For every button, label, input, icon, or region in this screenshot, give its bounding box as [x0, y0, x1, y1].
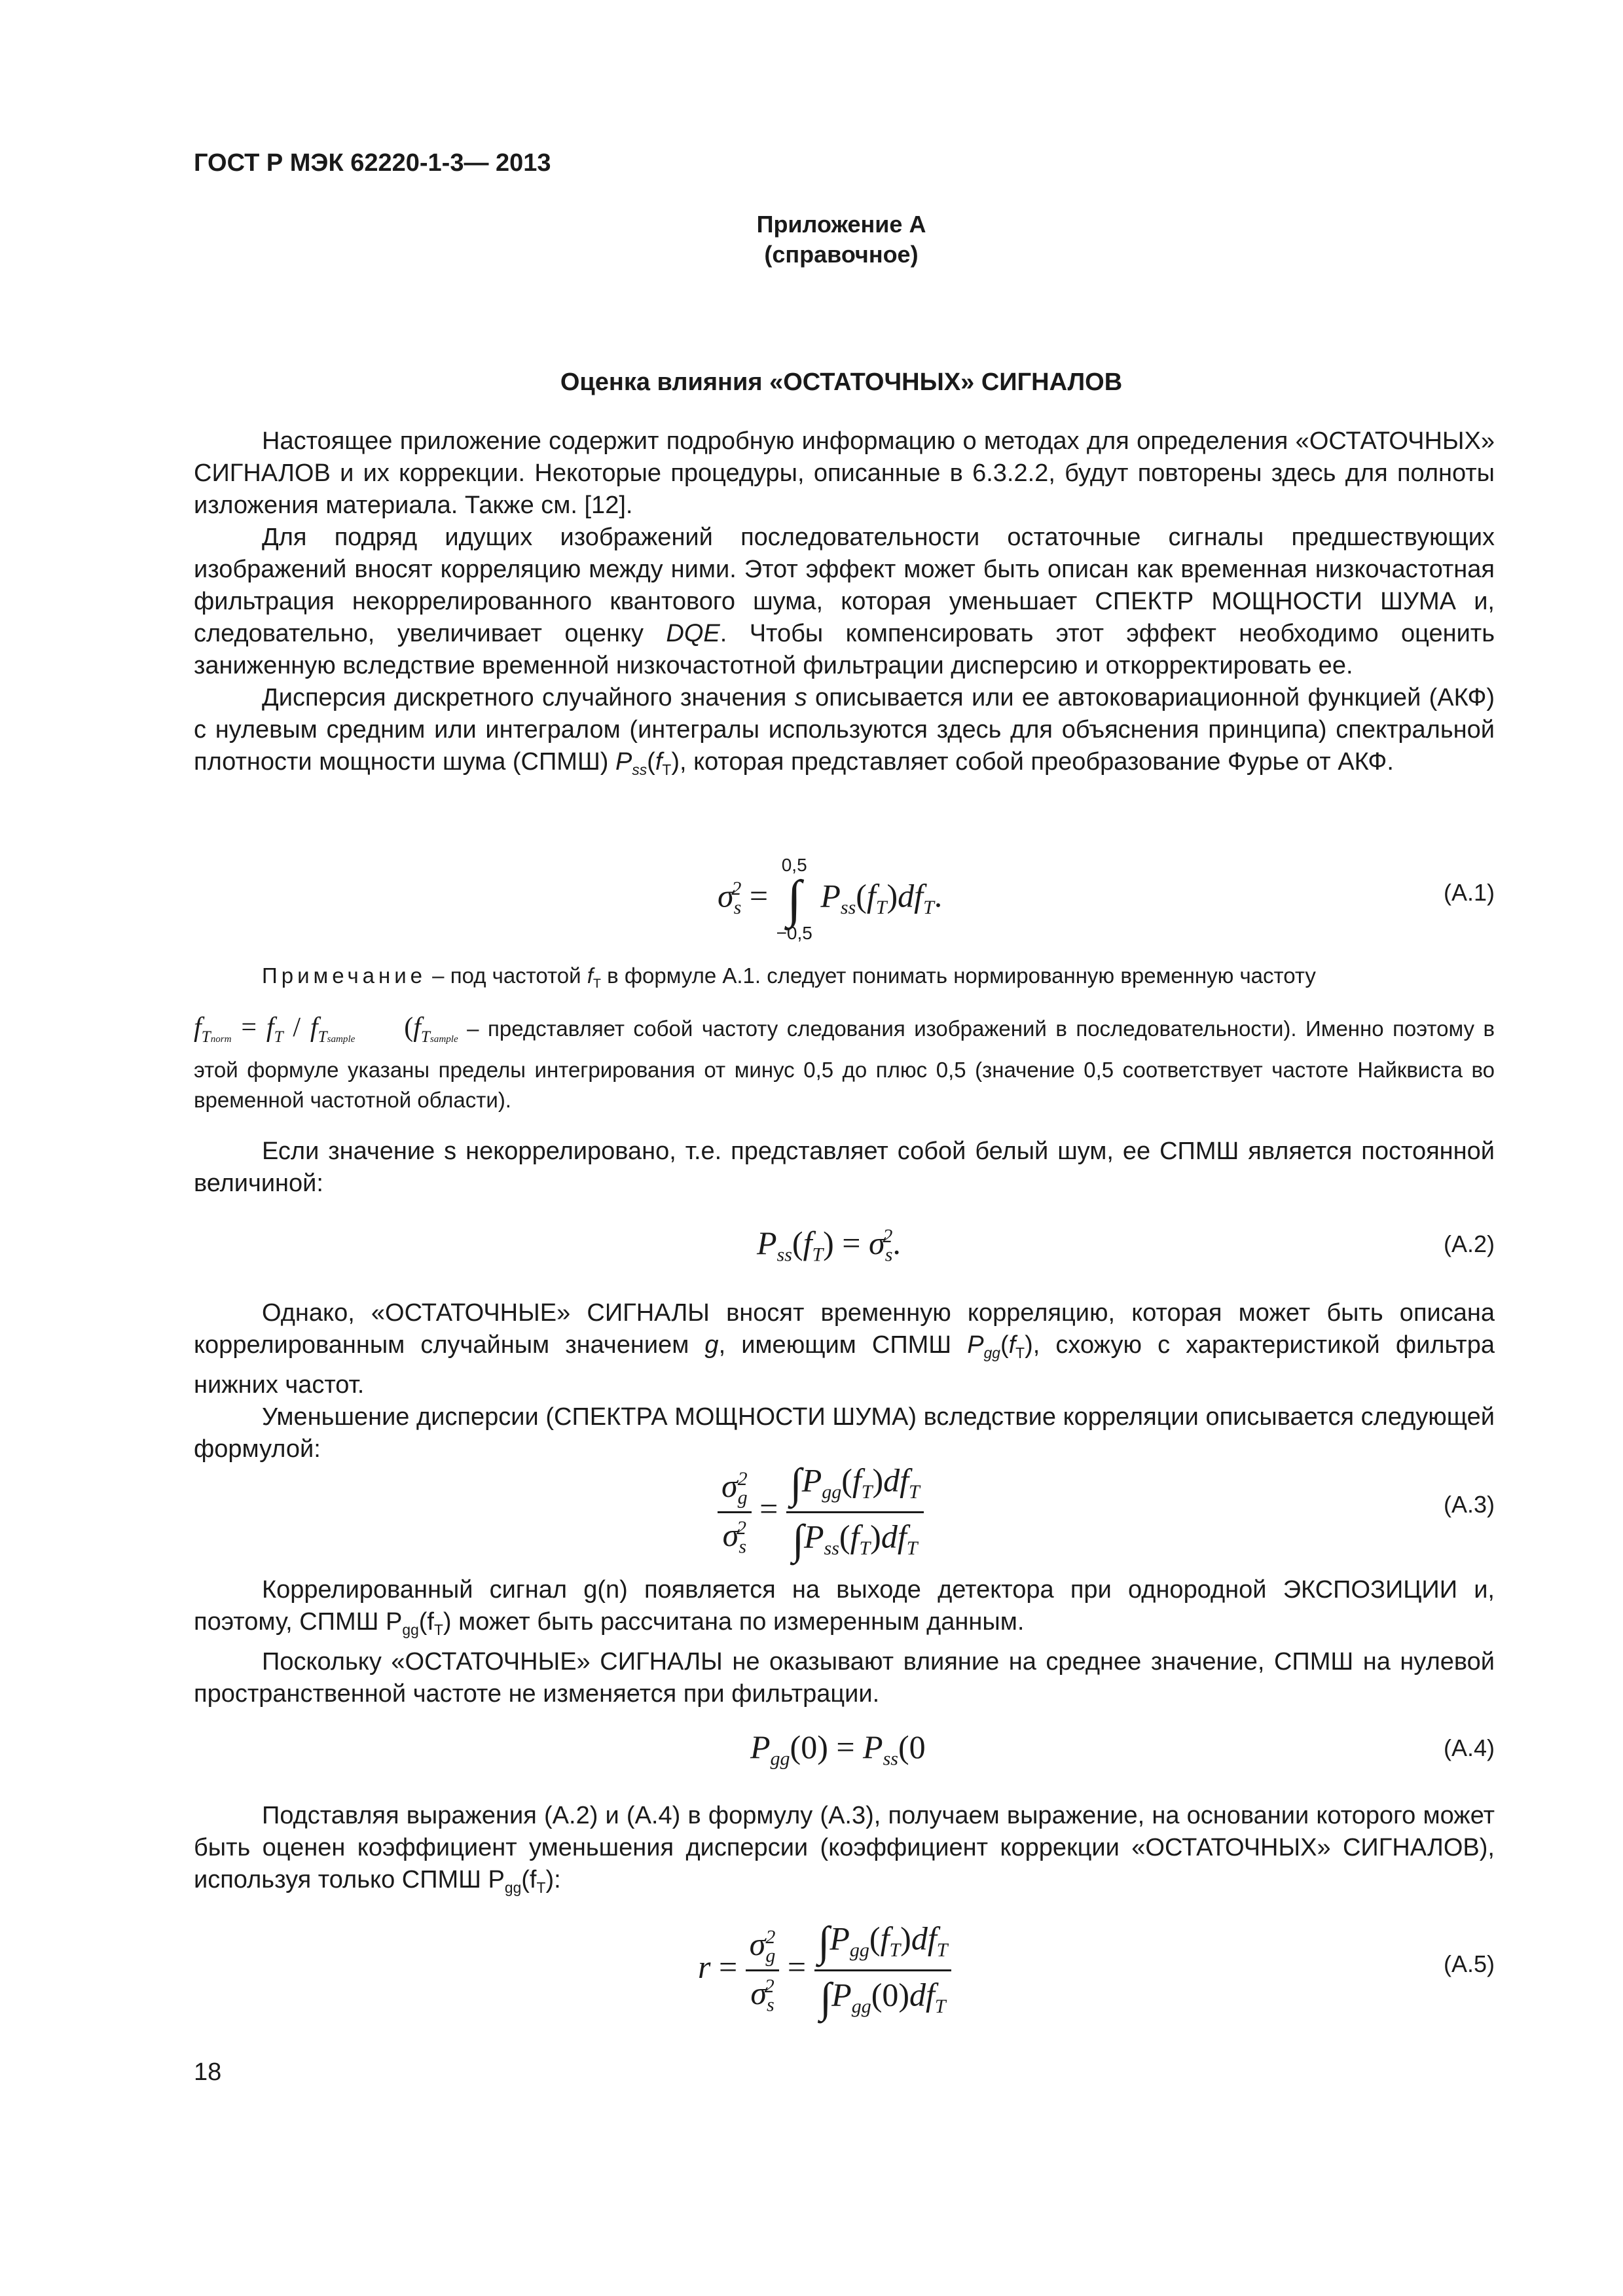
- paragraph-4: Если значение s некоррелировано, т.е. представляет собой белый шум, ее СПМШ является постоянной величиной:: [194, 1138, 1495, 1197]
- equation-a3: $\frac{\sigma_g^2}{\sigma_s^2}$ = $\frac{\int P_{gg}(f_T)df_T}{\int P_{ss}(f_T)df_T}$ (А.3): [194, 1460, 1495, 1558]
- annex-type: (справочное): [764, 241, 919, 268]
- paragraph-2: Для подряд идущих изображений последовательности остаточные сигналы предшествующих изображений вносят корреляцию между ними. Этот эффект может быть описан как временная низкочастотная фильтрация некоррелированного квантового шума, которая уменьшает СПЕКТР МОЩНОСТИ ШУМА и, следовательно, увеличивает оценку DQE. Чтобы компенсировать этот эффект необходимо оценить заниженную вследствие временной низкочастотной фильтрации дисперсию и откорректировать ее.: [194, 524, 1495, 679]
- section-title: Оценка влияния «ОСТАТОЧНЫХ» СИГНАЛОВ: [560, 368, 1123, 396]
- text-block-4: [194, 1574, 1495, 1710]
- paragraph-5: Однако, «ОСТАТОЧНЫЕ» СИГНАЛЫ вносят временную корреляцию, которая может быть описана коррелированным случайным значением g, имеющим СПМШ $P_{gg}(f_T)$, схожую с характеристикой фильтра нижних частот.: [194, 1299, 1495, 1399]
- equation-number: (А.2): [1443, 1230, 1495, 1257]
- paragraph-7: Коррелированный сигнал g(n) появляется на выходе детектора при однородной ЭКСПОЗИЦИИ и, поэтому, СПМШ $P_{gg}(f_T)$ может быть рассчитана по измеренным данным.: [194, 1576, 1495, 1638]
- annex-label: Приложение А: [756, 211, 926, 238]
- equation-number: (А.3): [1443, 1491, 1495, 1518]
- standard-header: ГОСТ Р МЭК 62220-1-3— 2013: [194, 149, 551, 177]
- text-block-3: [194, 1297, 1495, 1465]
- equation-a1: $\sigma_s^2$ = 0,5 ∫ −0,5 $P_{ss}(f_T)df_T$. (А.1): [718, 855, 1495, 943]
- equation-a4: $P_{gg}(0) = P_{ss}(0$ (А.4): [750, 1729, 1495, 1770]
- text-block-5: [194, 1800, 1495, 1904]
- equation-a2: $P_{ss}(f_T) = \sigma_s^2$. (А.2): [757, 1225, 1495, 1266]
- note-block: Примечание – под частотой $f_T$ в формуле А.1. следует понимать нормированную временную частоту $f_{Tnorm} = f_T / f_{Tsample}$ ($f_{Tsample}$ – представляет собой частоту следования изображений в последовательности). Именно поэтому в этой формуле указаны пределы интегрирования от минус 0,5 до плюс 0,5 (значение 0,5 соответствует частоте Найквиста во временной частотной области).: [194, 963, 1495, 1112]
- intro-text-block: [194, 425, 1495, 786]
- paragraph-8: Поскольку «ОСТАТОЧНЫЕ» СИГНАЛЫ не оказывают влияние на среднее значение, СПМШ на нулевой пространственной частоте не изменяется при фильтрации.: [194, 1647, 1495, 1708]
- equation-number: (А.5): [1443, 1950, 1495, 1977]
- equation-number: (А.4): [1443, 1734, 1495, 1761]
- text-block-2: [194, 1136, 1495, 1200]
- equation-a5: r = $\frac{\sigma_g^2}{\sigma_s^2}$ = $\frac{\int P_{gg}(f_T)df_T}{\int P_{gg}(0)df_T}$ (А.5): [698, 1918, 1495, 2022]
- paragraph-3: Дисперсия дискретного случайного значения s описывается или ее автоковариационной функцией (АКФ) с нулевым средним или интегралом (интегралы используются здесь для объяснения принципа) спектральной плотности мощности шума (СПМШ) $P_{ss}(f_T)$, которая представляет собой преобразование Фурье от АКФ.: [194, 684, 1495, 778]
- page-number: 18: [194, 2058, 222, 2086]
- equation-number: (А.1): [1443, 879, 1495, 906]
- paragraph-6: Уменьшение дисперсии (СПЕКТРА МОЩНОСТИ ШУМА) вследствие корреляции описывается следующей формулой:: [194, 1403, 1495, 1463]
- paragraph-1: Настоящее приложение содержит подробную информацию о методах для определения «ОСТАТОЧНЫХ» СИГНАЛОВ и их коррекции. Некоторые процедуры, описанные в 6.3.2.2, будут повторены здесь для полноты изложения материала. Также см. [12].: [194, 427, 1495, 519]
- paragraph-9: Подставляя выражения (А.2) и (А.4) в формулу (А.3), получаем выражение, на основании которого может быть оценен коэффициент уменьшения дисперсии (коэффициент коррекции «ОСТАТОЧНЫХ» СИГНАЛОВ), используя только СПМШ $P_{gg}(f_T)$:: [194, 1802, 1495, 1896]
